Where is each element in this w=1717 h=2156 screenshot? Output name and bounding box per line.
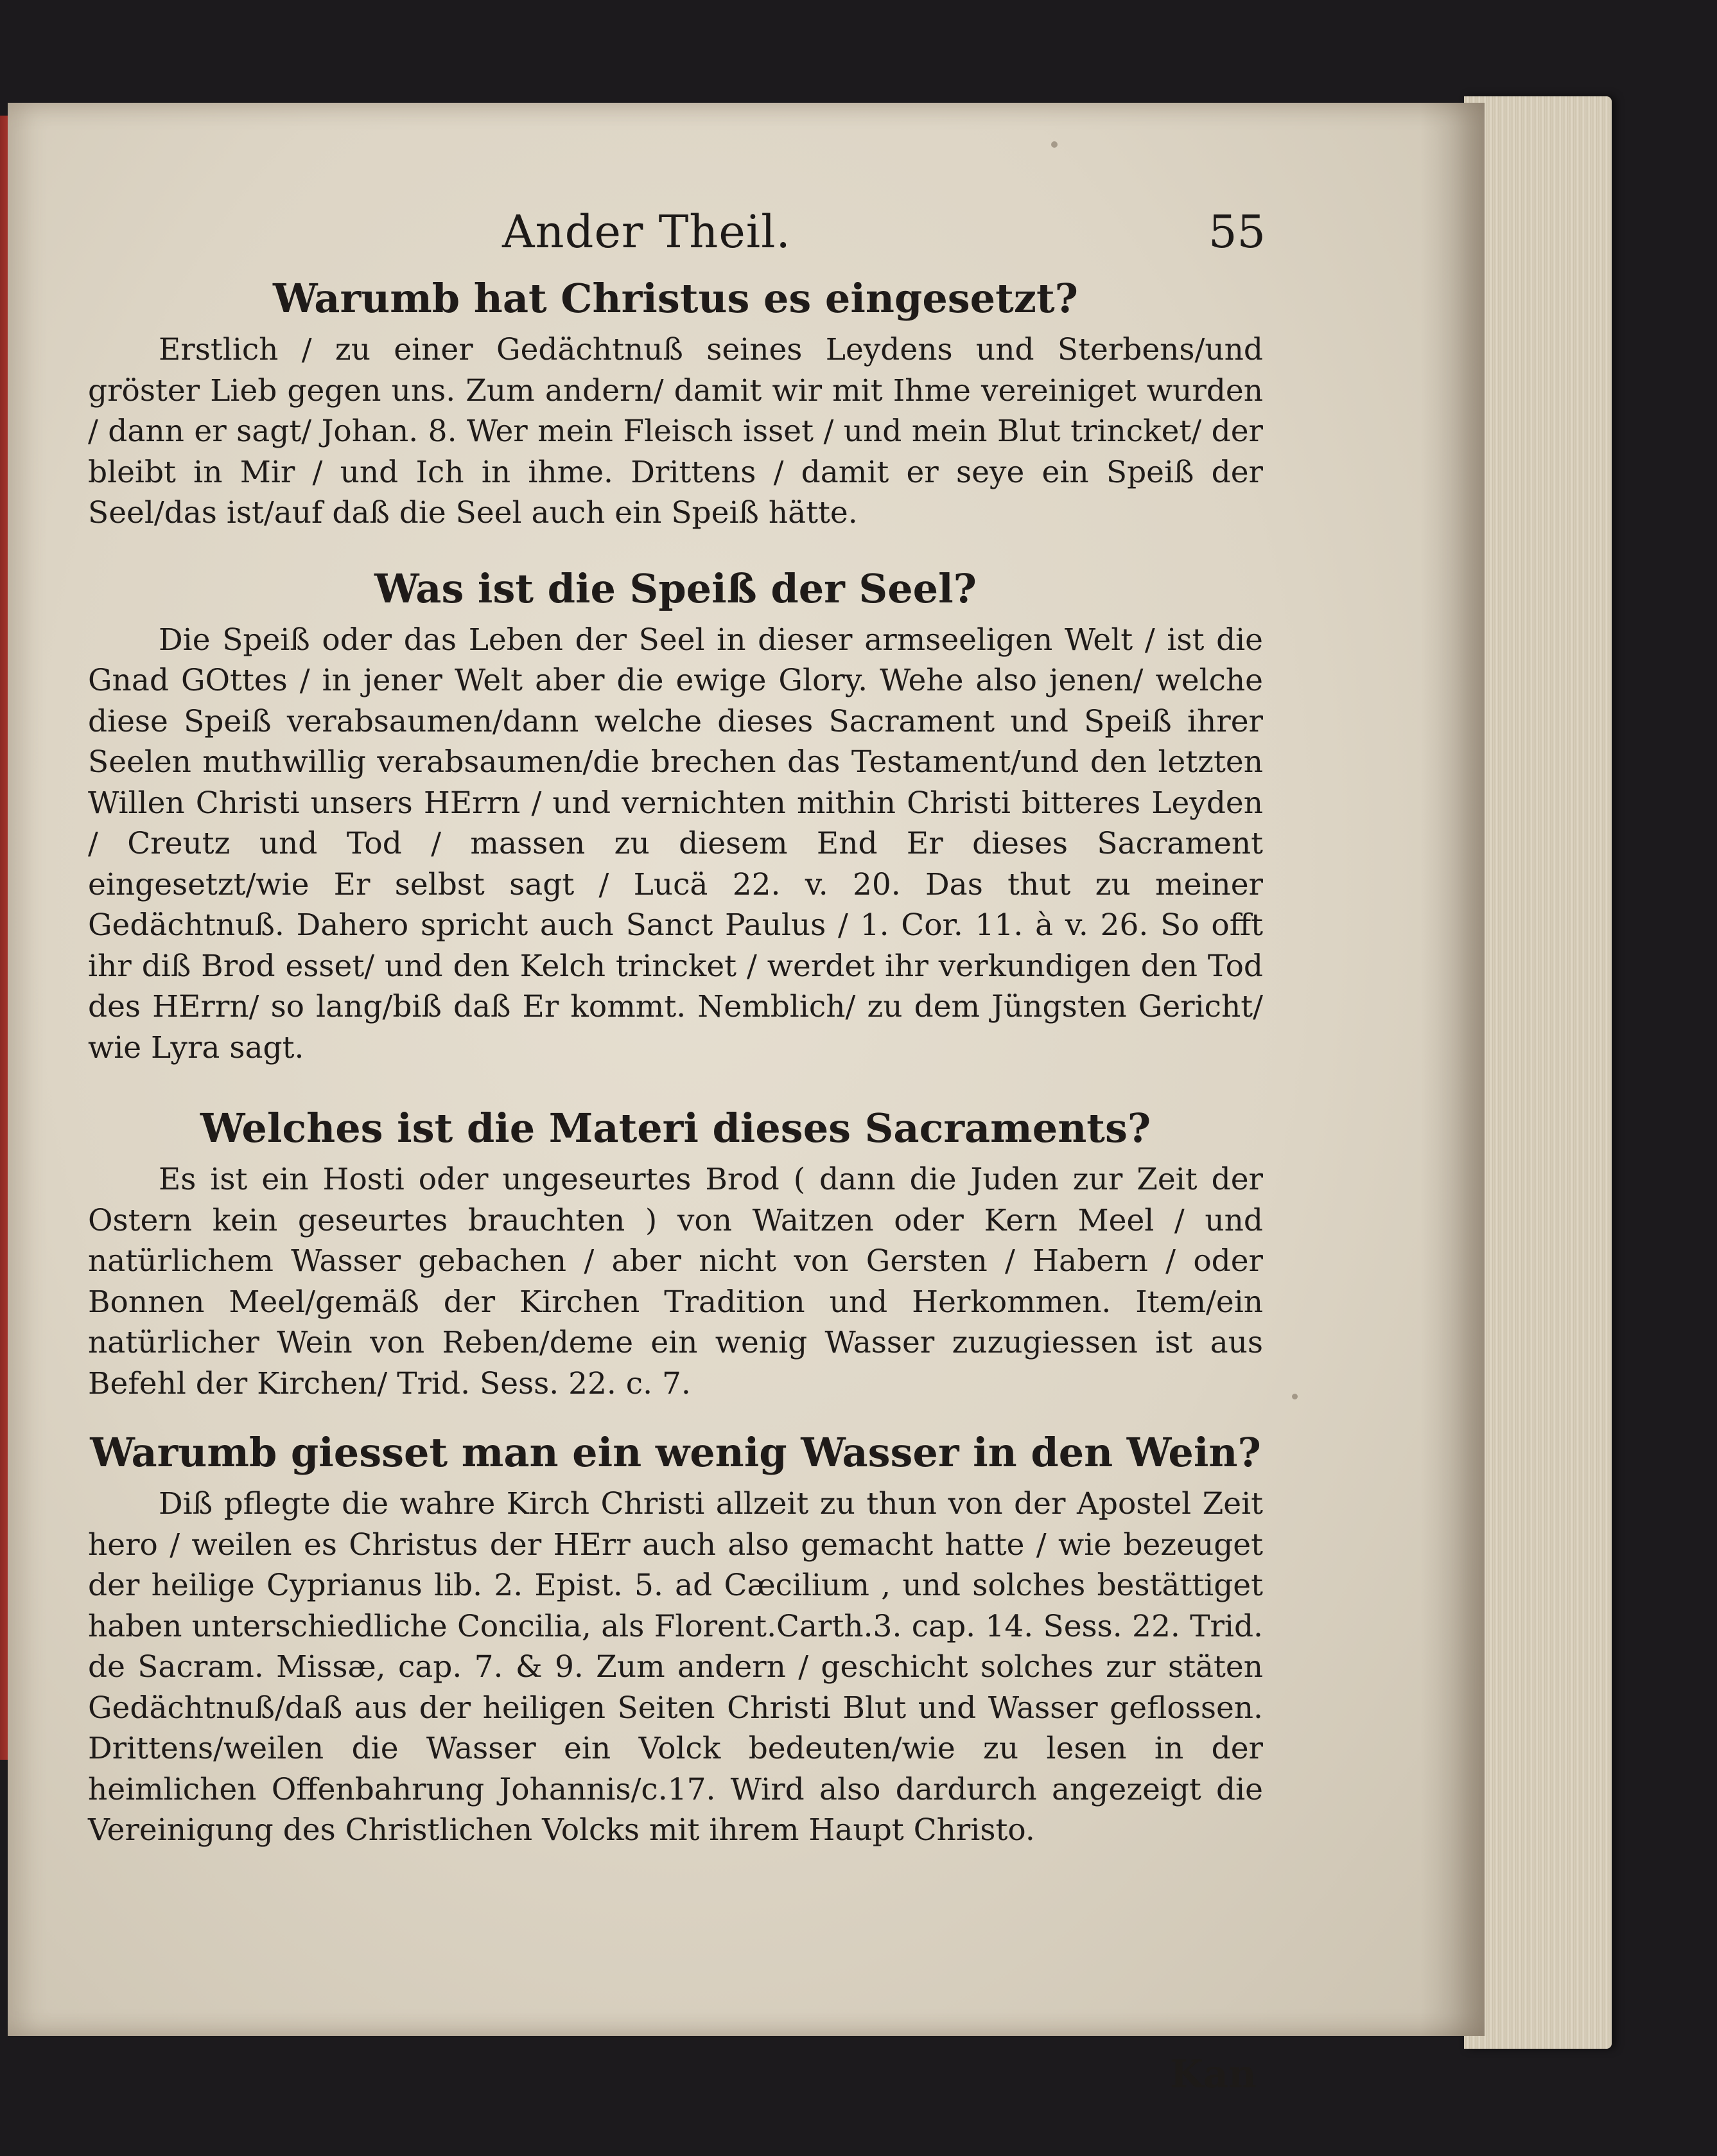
page-shadow: [1420, 103, 1485, 2036]
section-heading: Was ist die Speiß der Seel?: [374, 565, 977, 612]
page-header: [8, 206, 1485, 270]
section-body: Erstlich / zu einer Gedächtnuß seines Leydens und Sterbens/und gröster Lieb gegen uns. Zum andern/ damit wir mit Ihme vereiniget wurden / dann er sagt/ Johan. 8. Wer mein Fleisch isset / und mein Blut trincket/ der bleibt in Mir / und Ich in ihme. Drittens / damit er seye ein Speiß der Seel/das ist/auf daß die Seel auch ein Speiß hätte.: [88, 332, 1263, 530]
page-block-edge: [1464, 96, 1612, 2049]
ink-speck: [1051, 141, 1058, 148]
page-content: [88, 273, 1263, 1851]
section: [88, 273, 1263, 534]
section-heading: Warumb hat Christus es eingesetzt?: [273, 275, 1078, 322]
section: [88, 1103, 1263, 1404]
book-page: [8, 103, 1485, 2097]
section-body: Es ist ein Hosti oder ungeseurtes Brod ( dann die Juden zur Zeit der Ostern kein geseurtes brauchten ) von Waitzen oder Kern Meel / und natürlichem Wasser gebachen / aber nicht von Gersten / Habern / oder Bonnen Meel/gemäß der Kirchen Tradition und Herkommen. Item/ein natürlicher Wein von Reben/deme ein wenig Wasser zuzugiessen ist aus Befehl der Kirchen/ Trid. Sess. 22. c. 7.: [88, 1162, 1263, 1401]
page-number: 55: [1208, 206, 1266, 258]
section-heading: Welches ist die Materi dieses Sacraments?: [200, 1105, 1151, 1152]
running-title: Ander Theil.: [502, 206, 791, 258]
section-body: Diß pflegte die wahre Kirch Christi allzeit zu thun von der Apostel Zeit hero / weilen es Christus der HErr auch also gemacht hatte / wie bezeuget der heilige Cyprianus lib. 2. Epist. 5. ad Cæcilium , und solches bestättiget haben unterschiedliche Concilia, als Florent.Carth.3. cap. 14. Sess. 22. Trid. de Sacram. Missæ, cap. 7. & 9. Zum andern / geschicht solches zur stäten Gedächtnuß/daß aus der heiligen Seiten Christi Blut und Wasser geflossen. Drittens/weilen die Wasser ein Volck bedeuten/wie zu lesen in der heimlichen Offenbahrung Johannis/c.17. Wird also dardurch angezeigt die Vereinigung des Christlichen Volcks mit ihrem Haupt Christo.: [88, 1486, 1263, 1848]
section: [88, 1427, 1263, 1851]
section: [88, 563, 1263, 1069]
section-body: Die Speiß oder das Leben der Seel in dieser armseeligen Welt / ist die Gnad GOttes / in jener Welt aber die ewige Glory. Wehe also jenen/ welche diese Speiß verabsaumen/dann welche dieses Sacrament und Speiß ihrer Seelen muthwillig verabsaumen/die brechen das Testament/und den letzten Willen Christi unsers HErrn / und vernichten mithin Christi bitteres Leyden / Creutz und Tod / massen zu diesem End Er dieses Sacrament eingesetzt/wie Er selbst sagt / Lucä 22. v. 20. Das thut zu meiner Gedächtnuß. Dahero spricht auch Sanct Paulus / 1. Cor. 11. à v. 26. So offt ihr diß Brod esset/ und den Kelch trincket / werdet ihr verkundigen den Tod des HErrn/ so lang/biß daß Er kommt. Nemblich/ zu dem Jüngsten Gericht/ wie Lyra sagt.: [88, 622, 1263, 1065]
catchword: Kan: [1170, 2052, 1257, 2097]
ink-speck: [1292, 1394, 1298, 1399]
section-heading: Warumb giesset man ein wenig Wasser in den Wein?: [90, 1429, 1261, 1476]
